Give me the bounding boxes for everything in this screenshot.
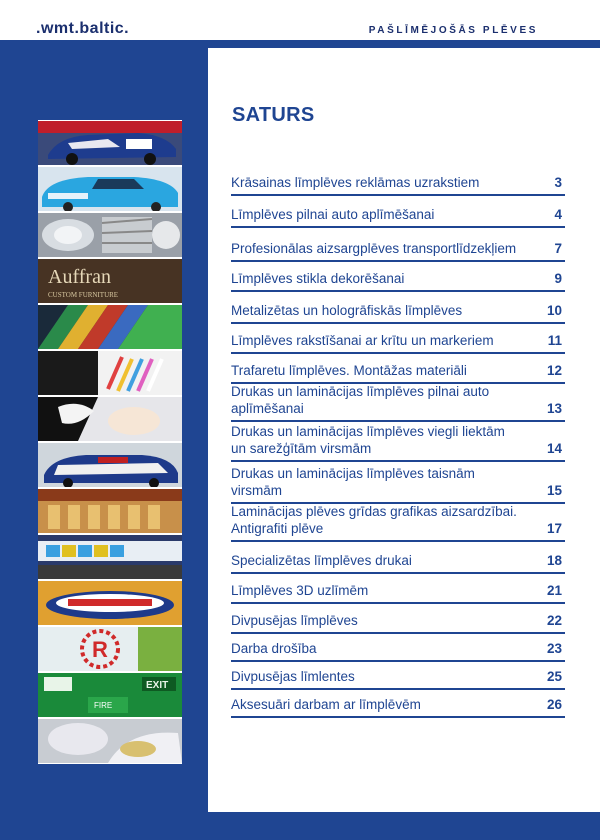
toc-entry[interactable]	[231, 298, 565, 324]
toc-entry-page: 4	[554, 207, 562, 222]
toc-entry-label: Līmplēves stikla dekorēšanai	[231, 271, 405, 286]
thumb-rally-car	[38, 442, 182, 488]
toc-entry-label: Līmplēves rakstīšanai ar krītu un markeriem	[231, 333, 494, 348]
toc-entry[interactable]	[231, 234, 565, 262]
toc-entry-page: 7	[554, 241, 562, 256]
toc-entry-page: 26	[546, 697, 562, 712]
thumb-headlights	[38, 212, 182, 258]
toc-entry[interactable]	[231, 464, 565, 504]
toc-entry-label: Drukas un laminācijas līmplēves pilnai auto aplīmēšanai	[231, 384, 490, 416]
top-header-bar	[0, 0, 600, 40]
toc-entry[interactable]	[231, 266, 565, 292]
page-title: SATURS	[232, 104, 315, 126]
toc-entry-page: 22	[546, 613, 562, 628]
toc-entry-page: 13	[546, 401, 562, 416]
toc-entry-page: 17	[546, 521, 562, 536]
thumb-race-car	[38, 120, 182, 166]
toc-entry-page: 3	[554, 175, 562, 190]
toc-entry-page: 11	[547, 333, 562, 348]
toc-entry-label: Līmplēves 3D uzlīmēm	[231, 583, 369, 598]
toc-entry[interactable]	[231, 386, 565, 422]
toc-entry-label: Drukas un laminācijas līmplēves taisnām virsmām	[231, 466, 475, 498]
thumb-r-logo	[38, 626, 182, 672]
top-blue-strip	[0, 40, 600, 48]
toc-entry-label: Trafaretu līmplēves. Montāžas materiāli	[231, 363, 467, 378]
toc-entry[interactable]	[231, 578, 565, 604]
toc-entry[interactable]	[231, 608, 565, 634]
toc-entry-page: 10	[546, 303, 562, 318]
thumb-hands-applying	[38, 718, 182, 764]
thumb-3d-sticker	[38, 580, 182, 626]
toc-entry[interactable]	[231, 328, 565, 354]
toc-entry-page: 12	[546, 363, 562, 378]
auffran-subtext: CUSTOM FURNITURE	[48, 291, 119, 299]
toc-entry-page: 14	[546, 441, 562, 456]
thumb-exit-signs	[38, 672, 182, 718]
toc-entry-label: Metalizētas un hologrāfiskās līmplēves	[231, 303, 463, 318]
auffran-text: Auffran	[48, 266, 111, 288]
thumb-printer	[38, 534, 182, 580]
toc-entry-page: 23	[546, 641, 562, 656]
toc-entry[interactable]	[231, 168, 565, 196]
thumb-blue-car	[38, 166, 182, 212]
toc-entry-label: Līmplēves pilnai auto aplīmēšanai	[231, 207, 435, 222]
toc-entry-label: Krāsainas līmplēves reklāmas uzrakstiem	[231, 175, 480, 190]
toc-entry-label: Divpusējas līmlentes	[231, 669, 355, 684]
toc-entry-page: 25	[546, 669, 562, 684]
toc-entry-page: 9	[554, 271, 562, 286]
section-header: PAŠLĪMĒJOŠĀS PLĒVES	[368, 25, 538, 36]
thumb-store-front	[38, 488, 182, 534]
toc-entry-label: Profesionālas aizsargplēves transportlīdzekļiem	[231, 241, 517, 256]
toc-entry[interactable]	[231, 358, 565, 384]
toc-entry-label: Aksesuāri darbam ar līmplēvēm	[231, 697, 421, 712]
toc-entry[interactable]	[231, 200, 565, 228]
company-logo	[36, 20, 129, 38]
toc-entry-label: Laminācijas plēves grīdas grafikas aizsardzībai. Antigrafiti plēve	[231, 504, 517, 536]
exit-text: EXIT	[146, 680, 169, 691]
toc-entry-label: Darba drošība	[231, 641, 317, 656]
toc-entry-label: Divpusējas līmplēves	[231, 613, 358, 628]
thumb-metallic-rolls	[38, 304, 182, 350]
toc-entry[interactable]	[231, 636, 565, 662]
toc-entry-page: 21	[546, 583, 562, 598]
bottom-blue-strip	[208, 812, 600, 840]
toc-entry-label: Specializētas līmplēves drukai	[231, 553, 412, 568]
toc-entry[interactable]	[231, 692, 565, 718]
fire-text: FIRE	[94, 701, 113, 710]
svg-text:R: R	[92, 637, 108, 662]
toc-entry-label: Drukas un laminācijas līmplēves viegli liektām un sarežģītām virsmām	[231, 424, 505, 456]
toc-entry[interactable]	[231, 426, 565, 462]
thumb-chalk-markers	[38, 350, 182, 396]
toc-entry[interactable]	[231, 664, 565, 690]
logo-text: .wmt.baltic.	[36, 20, 130, 37]
thumb-glass-sign	[38, 258, 182, 304]
thumb-stencil	[38, 396, 182, 442]
toc-entry[interactable]	[231, 504, 565, 542]
toc-entry-page: 18	[546, 553, 562, 568]
toc-entry[interactable]	[231, 548, 565, 574]
toc-entry-page: 15	[546, 483, 562, 498]
